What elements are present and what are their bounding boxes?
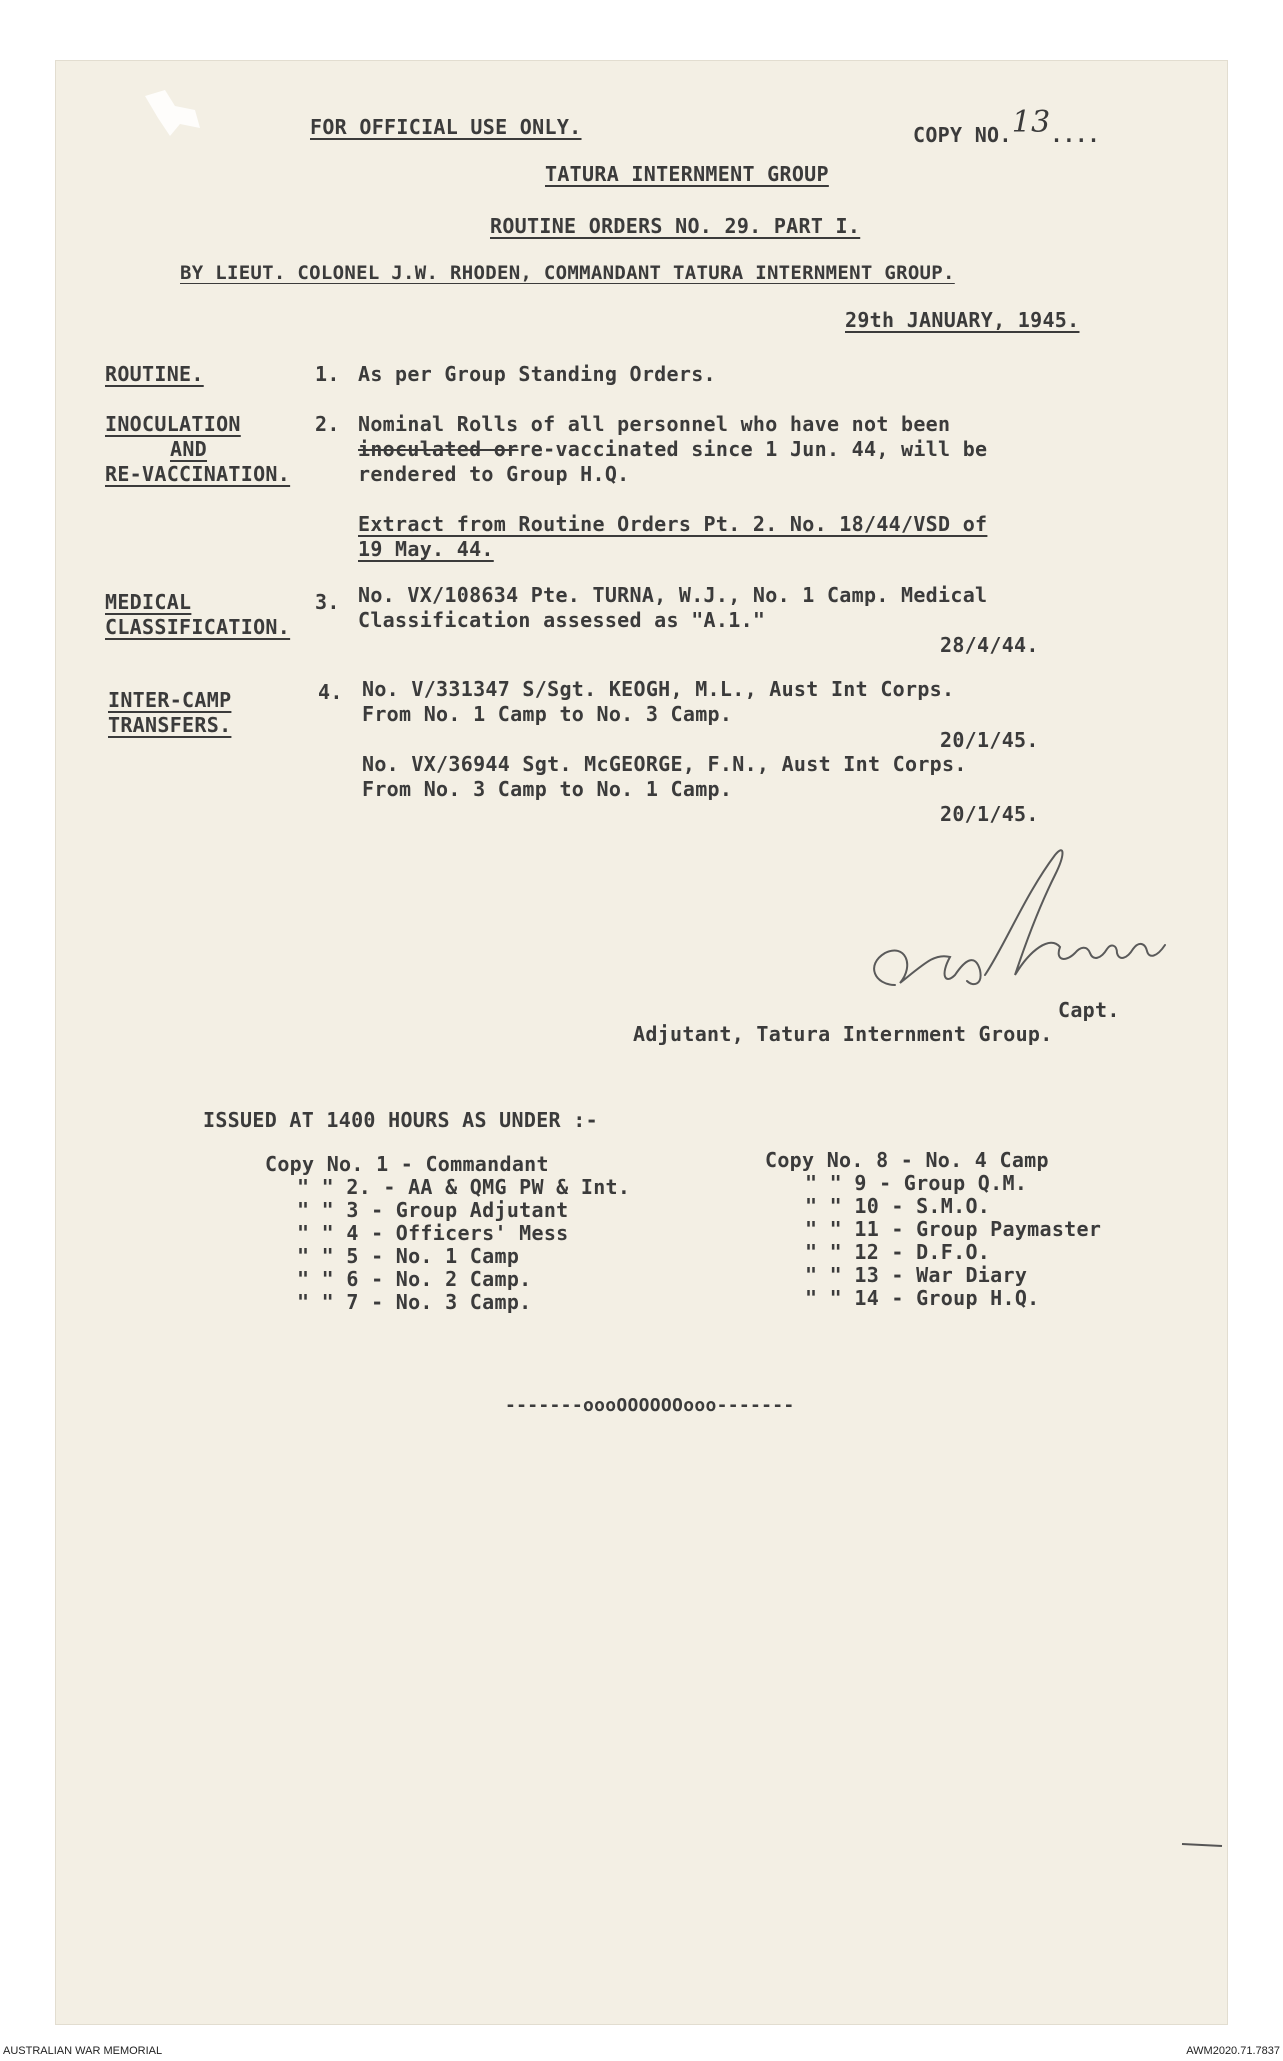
distribution-intro: ISSUED AT 1400 HOURS AS UNDER :- <box>203 1108 598 1132</box>
item-heading-intercamp: INTER-CAMP <box>108 688 232 712</box>
item-number-2: 2. <box>315 412 340 436</box>
copy-number-handwritten: 13 <box>1011 105 1051 140</box>
pencil-mark <box>1180 1840 1225 1850</box>
item-heading-revaccination: RE-VACCINATION. <box>105 462 291 486</box>
end-rule: -------oooOOOOOOooo------- <box>505 1395 795 1416</box>
distribution-right-4: " " 11 - Group Paymaster <box>805 1217 1102 1241</box>
item-heading-inoculation: INOCULATION <box>105 412 241 436</box>
distribution-left-4: " " 4 - Officers' Mess <box>297 1221 569 1245</box>
paper-tear-mark <box>140 88 210 143</box>
group-title: TATURA INTERNMENT GROUP <box>545 162 829 186</box>
signatory-title: Adjutant, Tatura Internment Group. <box>633 1022 1053 1046</box>
item-text-1: As per Group Standing Orders. <box>358 362 716 386</box>
item-heading-classification: CLASSIFICATION. <box>105 615 291 639</box>
routine-orders-title: ROUTINE ORDERS NO. 29. PART I. <box>490 214 861 238</box>
transfer-2-line1: No. VX/36944 Sgt. McGEORGE, F.N., Aust Int Corps. <box>362 752 967 776</box>
distribution-left-2: " " 2. - AA & QMG PW & Int. <box>297 1175 631 1199</box>
signatory-rank: Capt. <box>1058 998 1120 1022</box>
extract-line1: Extract from Routine Orders Pt. 2. No. 18/44/VSD of <box>358 512 988 536</box>
item-text-2-line1: Nominal Rolls of all personnel who have not been <box>358 412 951 436</box>
distribution-right-6: " " 13 - War Diary <box>805 1263 1028 1287</box>
official-use-label: FOR OFFICIAL USE ONLY. <box>310 115 582 139</box>
distribution-right-2: " " 9 - Group Q.M. <box>805 1171 1028 1195</box>
item-3-date: 28/4/44. <box>940 633 1039 657</box>
distribution-left-1: Copy No. 1 - Commandant <box>265 1152 549 1176</box>
copy-number-label: COPY NO.13.... <box>913 105 1100 147</box>
item-text-3-line2: Classification assessed as "A.1." <box>358 608 766 632</box>
item-text-2-line3: rendered to Group H.Q. <box>358 462 630 486</box>
item-number-1: 1. <box>315 362 340 386</box>
item-heading-and: AND <box>170 437 208 461</box>
struck-text: inoculated or <box>358 437 519 461</box>
footer-institution: AUSTRALIAN WAR MEMORIAL <box>3 2045 163 2057</box>
transfer-2-line2: From No. 3 Camp to No. 1 Camp. <box>362 777 733 801</box>
transfer-1-line2: From No. 1 Camp to No. 3 Camp. <box>362 702 733 726</box>
distribution-left-6: " " 6 - No. 2 Camp. <box>297 1267 532 1291</box>
transfer-1-line1: No. V/331347 S/Sgt. KEOGH, M.L., Aust Int Corps. <box>362 677 955 701</box>
distribution-left-5: " " 5 - No. 1 Camp <box>297 1244 520 1268</box>
distribution-left-3: " " 3 - Group Adjutant <box>297 1198 569 1222</box>
item-text-2-line2: inoculated orre-vaccinated since 1 Jun. 44, will be <box>358 437 988 461</box>
item-heading-transfers: TRANSFERS. <box>108 713 232 737</box>
distribution-right-1: Copy No. 8 - No. 4 Camp <box>765 1148 1049 1172</box>
item-number-3: 3. <box>315 590 340 614</box>
footer-reference: AWM2020.71.7837 <box>1186 2045 1280 2057</box>
item-text-3-line1: No. VX/108634 Pte. TURNA, W.J., No. 1 Camp. Medical <box>358 583 988 607</box>
transfer-1-date: 20/1/45. <box>940 728 1039 752</box>
item-heading-medical: MEDICAL <box>105 590 192 614</box>
distribution-right-5: " " 12 - D.F.O. <box>805 1240 991 1264</box>
authority-line: BY LIEUT. COLONEL J.W. RHODEN, COMMANDANT TATURA INTERNMENT GROUP. <box>180 262 955 284</box>
item-heading-routine: ROUTINE. <box>105 362 204 386</box>
transfer-2-date: 20/1/45. <box>940 802 1039 826</box>
handwritten-signature <box>855 835 1185 1015</box>
extract-line2: 19 May. 44. <box>358 537 494 561</box>
distribution-left-7: " " 7 - No. 3 Camp. <box>297 1290 532 1314</box>
distribution-right-3: " " 10 - S.M.O. <box>805 1194 991 1218</box>
order-date: 29th JANUARY, 1945. <box>845 308 1080 332</box>
distribution-right-7: " " 14 - Group H.Q. <box>805 1286 1040 1310</box>
item-number-4: 4. <box>318 680 343 704</box>
